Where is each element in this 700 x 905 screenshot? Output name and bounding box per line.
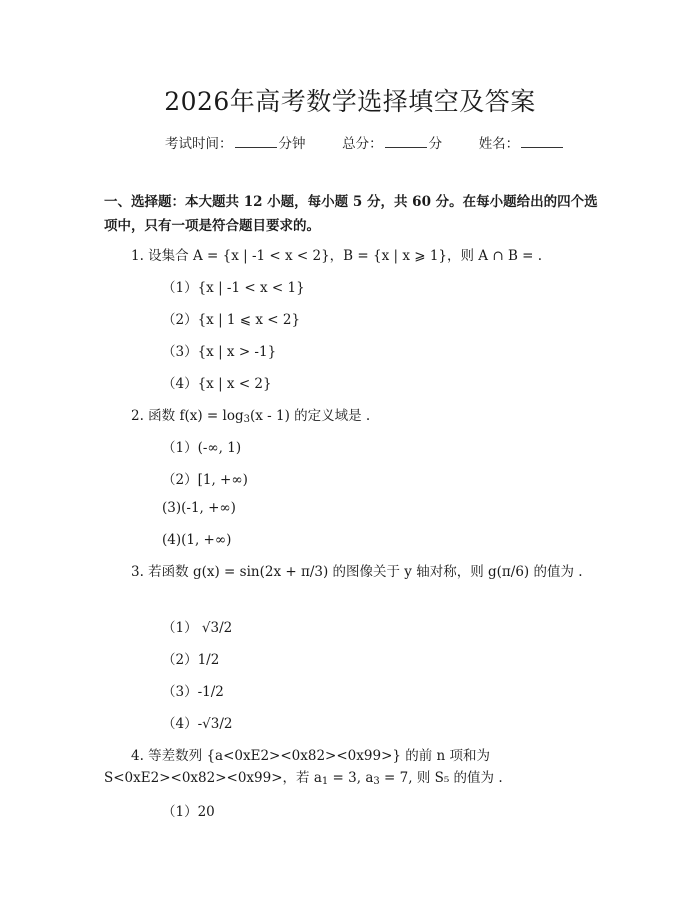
question-1-option-4: （4）{x | x < 2} [162, 376, 272, 392]
name-label: 姓名： [478, 136, 520, 152]
question-4-line-2-pre: S<0xE2><0x82><0x99>，若 a [104, 770, 322, 786]
question-3-option-2: （2）1/2 [162, 652, 220, 668]
question-4-line-2-mid: = 3, a [328, 770, 374, 786]
page-title: 2026年高考数学选择填空及答案 [164, 87, 536, 116]
question-2-log-base: 3 [243, 414, 250, 425]
question-4-sub-3: 3 [373, 776, 380, 787]
question-1: 1. 设集合 A = {x | -1 < x < 2}，B = {x | x ⩾ 1}，则 A ∩ B = . [131, 248, 543, 264]
section-heading: 一、选择题：本大题共 12 小题，每小题 5 分，共 60 分。在每小题给出的四个选项中，只有一项是符合题目要求的。 [104, 194, 598, 234]
question-1-option-3: （3）{x | x > -1} [162, 344, 277, 360]
score-blank [385, 135, 427, 148]
question-3-option-4: （4）-√3/2 [162, 716, 233, 732]
question-1-option-2: （2）{x | 1 ⩽ x < 2} [162, 312, 301, 328]
question-2-option-4: (4)(1, +∞) [162, 532, 232, 548]
question-1-option-1: （1）{x | -1 < x < 1} [162, 280, 305, 296]
time-blank [235, 135, 277, 148]
question-3-option-3: （3）-1/2 [162, 684, 224, 700]
question-4-option-1: （1）20 [162, 804, 215, 820]
question-2-option-3: (3)(-1, +∞) [162, 500, 236, 516]
time-unit: 分钟 [278, 136, 306, 152]
question-4-line-2 [104, 766, 503, 787]
question-2-option-1: （1）(-∞, 1) [162, 440, 242, 456]
question-2 [131, 404, 370, 425]
question-4-sub-1: 1 [321, 776, 329, 787]
question-3: 3. 若函数 g(x) = sin(2x + π/3) 的图像关于 y 轴对称，则 g(π/6) 的值为 . [131, 564, 583, 580]
score-label: 总分： [342, 136, 383, 152]
time-label: 考试时间： [165, 136, 233, 152]
question-4-line-1: 4. 等差数列 {a<0xE2><0x82><0x99>} 的前 n 项和为 [131, 748, 491, 764]
question-3-option-1: （1） √3/2 [162, 620, 233, 636]
question-2-stem-post: (x - 1) 的定义域是 . [249, 408, 371, 424]
name-blank [521, 135, 563, 148]
score-unit: 分 [428, 136, 443, 152]
question-4-line-2-post: = 7, 则 S₅ 的值为 . [379, 770, 503, 786]
question-2-stem-pre: 2. 函数 f(x) = log [131, 408, 244, 424]
question-2-option-2: （2）[1, +∞) [162, 472, 248, 488]
exam-info-row [165, 132, 565, 152]
